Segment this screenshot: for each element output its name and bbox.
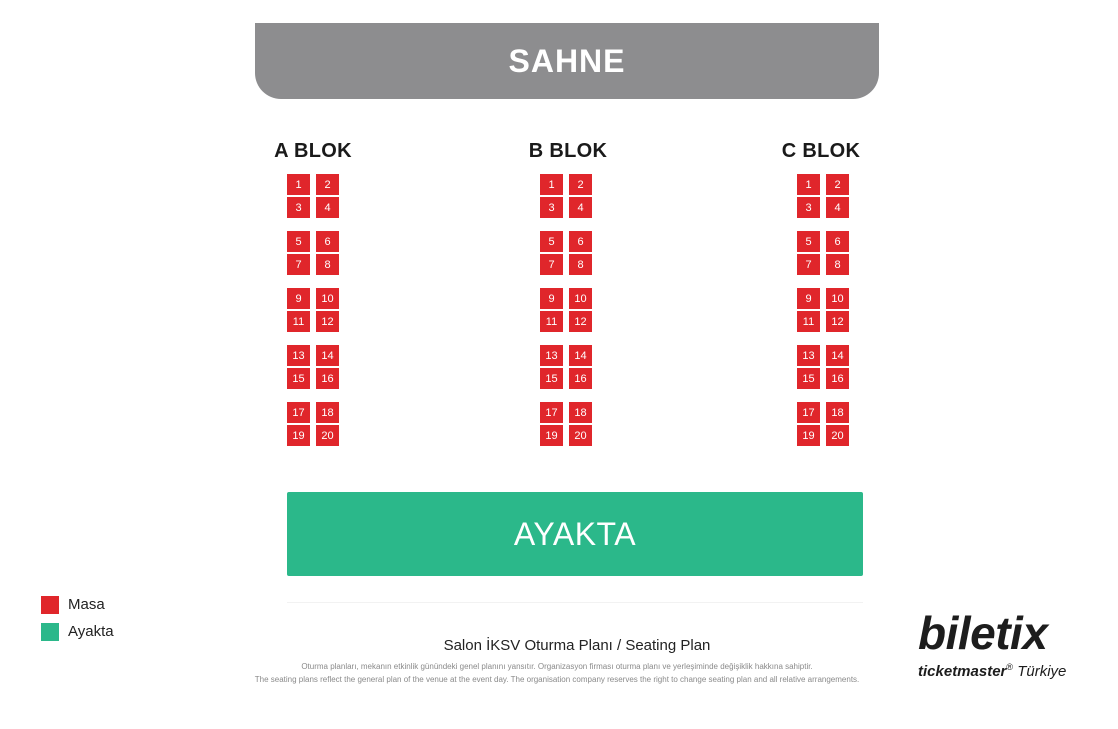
block-c-title: C BLOK: [781, 140, 861, 162]
seat[interactable]: 10: [826, 288, 849, 309]
seat[interactable]: 1: [797, 174, 820, 195]
note-en: The seating plans reflect the general plan of the venue at the event day. The organisation company reserves the right to change seating plan and all relative arrangements.: [254, 675, 860, 684]
seat[interactable]: 11: [287, 311, 310, 332]
seat[interactable]: 12: [316, 311, 339, 332]
seat[interactable]: 6: [569, 231, 592, 252]
plan-title: Salon İKSV Oturma Planı / Seating Plan: [443, 637, 711, 654]
seat[interactable]: 8: [826, 254, 849, 275]
brand-registered: ®: [1006, 662, 1014, 672]
seat[interactable]: 20: [569, 425, 592, 446]
standing-area[interactable]: [287, 492, 863, 576]
seat[interactable]: 7: [540, 254, 563, 275]
legend-item-ayakta: [41, 618, 114, 645]
seat[interactable]: 2: [316, 174, 339, 195]
seat[interactable]: 4: [826, 197, 849, 218]
block-b-title: B BLOK: [528, 140, 608, 162]
seat[interactable]: 13: [287, 345, 310, 366]
seat[interactable]: 15: [540, 368, 563, 389]
seat[interactable]: 16: [316, 368, 339, 389]
seat[interactable]: 16: [569, 368, 592, 389]
seat[interactable]: 7: [287, 254, 310, 275]
seat[interactable]: 17: [540, 402, 563, 423]
seat[interactable]: 2: [569, 174, 592, 195]
seat[interactable]: 5: [540, 231, 563, 252]
seat[interactable]: 14: [826, 345, 849, 366]
seat[interactable]: 8: [316, 254, 339, 275]
seat[interactable]: 5: [797, 231, 820, 252]
stage-label: SAHNE: [508, 42, 626, 79]
seat[interactable]: 12: [826, 311, 849, 332]
seat[interactable]: 18: [569, 402, 592, 423]
divider: [287, 602, 863, 603]
seat[interactable]: 19: [540, 425, 563, 446]
seat[interactable]: 5: [287, 231, 310, 252]
seat[interactable]: 13: [540, 345, 563, 366]
seat[interactable]: 3: [797, 197, 820, 218]
seat[interactable]: 3: [287, 197, 310, 218]
note-tr: Oturma planları, mekanın etkinlik günündeki genel planını yansıtır. Organizasyon firması oturma planı ve yerleşiminde değişiklik hakkına sahiptir.: [301, 662, 813, 671]
seat[interactable]: 8: [569, 254, 592, 275]
seat[interactable]: 6: [316, 231, 339, 252]
seat[interactable]: 14: [569, 345, 592, 366]
seat[interactable]: 16: [826, 368, 849, 389]
legend-item-masa: [41, 591, 114, 618]
biletix-logo: [918, 608, 1088, 681]
seat[interactable]: 13: [797, 345, 820, 366]
brand-ticketmaster: ticketmaster: [918, 663, 1007, 680]
seat[interactable]: 17: [797, 402, 820, 423]
seat[interactable]: 18: [316, 402, 339, 423]
seat[interactable]: 4: [316, 197, 339, 218]
seat[interactable]: 17: [287, 402, 310, 423]
seat[interactable]: 15: [797, 368, 820, 389]
legend-label-masa: Masa: [68, 596, 105, 613]
seat[interactable]: 11: [797, 311, 820, 332]
legend-label-ayakta: Ayakta: [68, 623, 114, 640]
seat[interactable]: 15: [287, 368, 310, 389]
legend-swatch-masa: [41, 596, 59, 614]
seat[interactable]: 12: [569, 311, 592, 332]
seat[interactable]: 1: [287, 174, 310, 195]
seat[interactable]: 10: [569, 288, 592, 309]
seat[interactable]: 20: [316, 425, 339, 446]
seat[interactable]: 11: [540, 311, 563, 332]
seat[interactable]: 9: [540, 288, 563, 309]
seat[interactable]: 20: [826, 425, 849, 446]
seat[interactable]: 6: [826, 231, 849, 252]
seat[interactable]: 7: [797, 254, 820, 275]
seat[interactable]: 10: [316, 288, 339, 309]
seat[interactable]: 4: [569, 197, 592, 218]
seat[interactable]: 9: [287, 288, 310, 309]
brand-name: biletix: [918, 607, 1048, 659]
brand-country: Türkiye: [1013, 663, 1067, 680]
seat[interactable]: 9: [797, 288, 820, 309]
seat[interactable]: 2: [826, 174, 849, 195]
legend-swatch-ayakta: [41, 623, 59, 641]
stage: [255, 23, 879, 99]
seat[interactable]: 19: [797, 425, 820, 446]
block-a-title: A BLOK: [274, 140, 352, 162]
seat[interactable]: 18: [826, 402, 849, 423]
legend: [41, 591, 114, 645]
seat[interactable]: 3: [540, 197, 563, 218]
seat[interactable]: 14: [316, 345, 339, 366]
seat[interactable]: 1: [540, 174, 563, 195]
brand-subline: [918, 658, 1088, 681]
standing-area-label: AYAKTA: [513, 515, 637, 552]
seat[interactable]: 19: [287, 425, 310, 446]
